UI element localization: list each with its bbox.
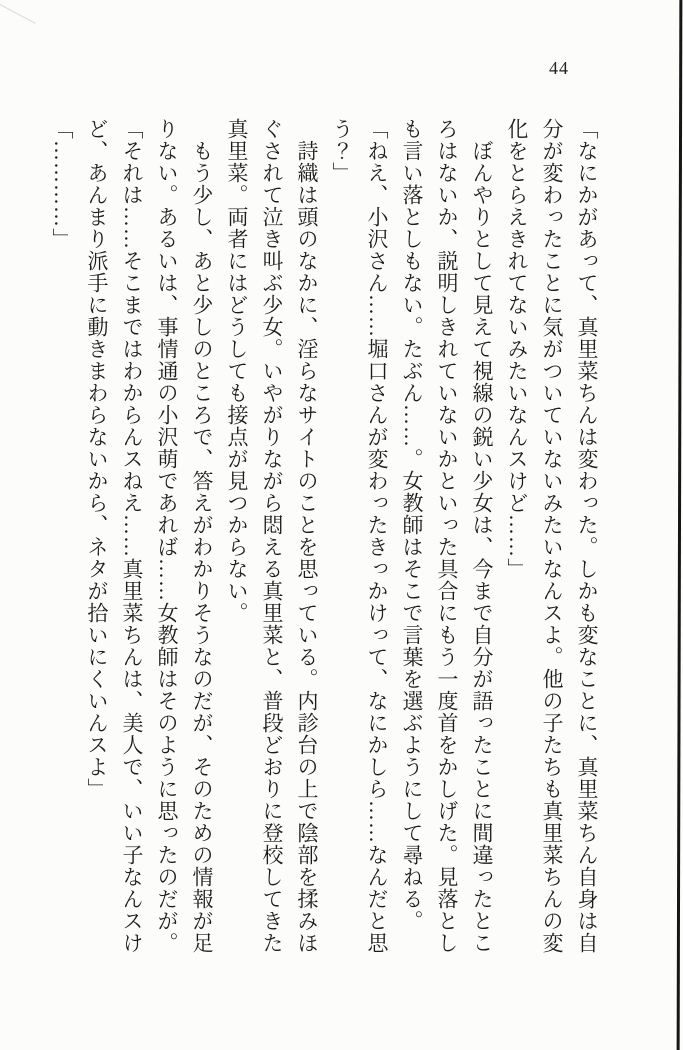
text-column: 真里菜。両者にはどうしても接点が見つからない。: [225, 118, 249, 624]
text-column: 化をとらえきれてないみたいなんスけど……」: [505, 118, 529, 580]
text-column: 「ねえ、小沢さん……堀口さんが変わったきっかけって、なにかしら……なんだと思: [365, 118, 389, 954]
text-column: 分が変わったことに気がついていないみたいなんスよ。他の子たちも真里菜ちんの変: [540, 118, 564, 954]
text-column: ろはないか、説明しきれていないかといった具合にもう一度首をかしげた。見落とし: [435, 118, 459, 954]
text-column: りない。あるいは、事情通の小沢萌であれば……女教師はそのように思ったのだが。: [155, 118, 179, 954]
text-column: ぐされて泣き叫ぶ少女。いやがりながら悶える真里菜と、普段どおりに登校してきた: [260, 118, 284, 954]
page-edge-line: [677, 0, 683, 1050]
text-column: 詩織は頭のなかに、淫らなサイトのことを思っている。内診台の上で陰部を揉みほ: [295, 118, 319, 954]
text-column: う？」: [330, 118, 354, 184]
page-number: 44: [549, 58, 569, 78]
text-block: [43, 118, 604, 960]
text-column: 「なにかがあって、真里菜ちんは変わった。しかも変なことに、真里菜ちん自身は自: [575, 118, 599, 954]
scan-artifact-top-left: [0, 1, 36, 23]
text-column: も言い落としもない。たぶん……。女教師はそこで言葉を選ぶようにして尋ねる。: [400, 118, 424, 932]
text-column: ぼんやりとして見えて視線の鋭い少女は、今まで自分が語ったことに間違ったとこ: [470, 118, 494, 954]
text-column: 「…………」: [50, 118, 74, 250]
text-column: もう少し、あと少しのところで、答えがわかりそうなのだが、そのための情報が足: [190, 118, 214, 954]
text-column: ど、あんまり派手に動きまわらないから、ネタが拾いにくいんスよ」: [85, 118, 109, 800]
text-column: 「それは……そこまではわからんスねえ……真里菜ちんは、美人で、いい子なんスけ: [120, 118, 144, 954]
